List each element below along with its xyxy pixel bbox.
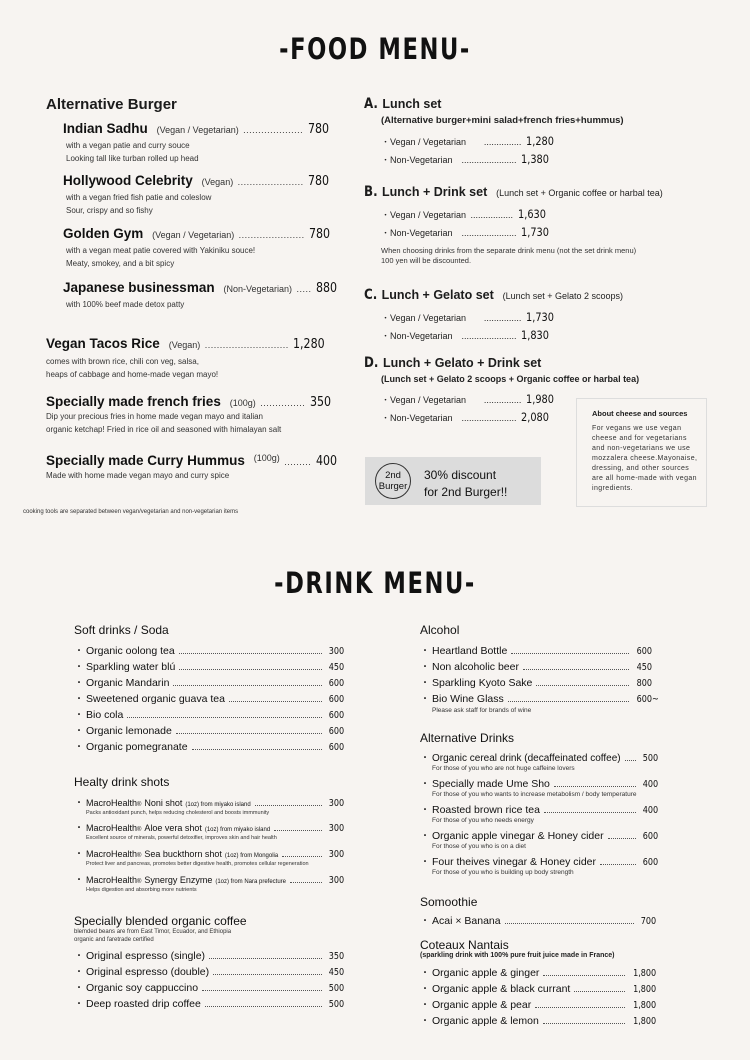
health-shots-section	[74, 775, 344, 897]
item-desc: with a vegan fried fish patie and coleslow	[66, 193, 212, 202]
set-title: Lunch + Gelato + Drink set	[382, 356, 542, 370]
registered-mark: ®	[137, 827, 142, 833]
drink-row	[420, 912, 656, 928]
drink-price: 450	[636, 662, 653, 673]
dot-leader: ......................	[238, 230, 305, 240]
option-label: ・Vegan / Vegetarian	[381, 210, 467, 220]
item-price: 400	[315, 454, 337, 469]
drink-price: 600	[328, 678, 344, 689]
item-desc: Made with home made vegan mayo and curry spice	[46, 471, 230, 480]
item-desc: with 100% beef made detox patty	[66, 300, 185, 309]
alternative-drinks-section	[420, 731, 658, 879]
option-label: ・Non-Vegetarian	[381, 228, 453, 238]
option-label: ・Vegan / Vegetarian	[381, 395, 467, 405]
cheese-sources-info-box	[576, 398, 707, 507]
dot-leader: ...............	[483, 313, 522, 323]
bullet: ・	[420, 916, 430, 927]
tacos-item	[46, 335, 325, 381]
cooking-tools-note: cooking tools are separated between vegan/vegetarian and non-vegetarian items	[23, 509, 239, 515]
drink-note: For those of you who are not huge caffeine lovers	[432, 765, 575, 772]
drink-row	[74, 722, 344, 738]
drink-name: Deep roasted drip coffee	[86, 998, 201, 1010]
item-tag: (100g)	[253, 453, 280, 463]
option-label: ・Non-Vegetarian	[381, 155, 453, 165]
drink-menu-title: -DRINK MENU-	[274, 566, 476, 600]
drink-detail: (1oz) from Mongolia	[224, 853, 279, 859]
item-price: 780	[309, 227, 331, 242]
info-line: are all home-made with vegan	[592, 475, 697, 482]
registered-mark: ®	[137, 879, 142, 885]
drink-price: 300	[328, 798, 344, 809]
drink-row	[74, 963, 344, 979]
drink-name: Organic apple & lemon	[432, 1015, 539, 1027]
option-price: 1,730	[525, 310, 554, 324]
drink-price: 700	[640, 916, 656, 927]
bullet: ・	[420, 1016, 430, 1027]
section-heading: Alcohol	[420, 623, 460, 637]
drink-name: Bio Wine Glass	[432, 693, 504, 705]
drink-detail: (1oz) from miyako island	[204, 827, 271, 833]
drink-price: 300	[328, 849, 344, 860]
drink-note: Protect liver and pancreas, promotes better digestive health, promotes cellular regeneration	[86, 861, 309, 867]
option-price: 1,280	[525, 134, 554, 148]
dot-leader: .................	[470, 210, 514, 220]
drink-name: Organic oolong tea	[86, 645, 175, 657]
item-tag: (Non-Vegetarian)	[223, 284, 293, 294]
bullet: ・	[74, 678, 84, 689]
drink-note: Helps digestion and absorbing more nutrients	[86, 887, 197, 893]
info-line: dressing, and other sources	[592, 465, 690, 472]
item-desc: comes with brown rice, chili con veg, salsa,	[46, 357, 199, 366]
drink-name: Sparkling water blú	[86, 661, 176, 673]
bullet: ・	[420, 779, 430, 790]
smoothie-section	[420, 895, 656, 928]
dot-leader: ......................	[461, 228, 517, 238]
drink-row	[74, 658, 344, 674]
drink-row	[420, 690, 657, 706]
registered-mark: ®	[137, 802, 142, 808]
bullet: ・	[420, 646, 430, 657]
drink-price: 800	[636, 678, 653, 689]
dot-leader: ......................	[461, 331, 517, 341]
option-price: 1,630	[517, 207, 546, 221]
bullet: ・	[74, 646, 84, 657]
item-tag: (Vegan)	[168, 340, 201, 350]
info-line: mozzalera cheese.Mayonaise,	[592, 455, 698, 462]
drink-row	[420, 964, 656, 980]
item-price: 780	[307, 122, 329, 137]
drink-name: Organic pomegranate	[86, 741, 188, 753]
dot-leader: ......................	[461, 155, 517, 165]
drink-note: For those of you who is building up body strength	[432, 869, 574, 876]
drink-row	[74, 794, 344, 809]
drink-detail: (1oz) from miyako island	[185, 802, 251, 808]
item-price: 350	[309, 395, 331, 410]
set-title: Lunch set	[382, 97, 442, 111]
drink-price: 400	[642, 805, 658, 816]
info-line: cheese and for vegetarians	[592, 435, 687, 442]
drink-note: For those of you who is on a diet	[432, 843, 526, 850]
drink-note: Excellent source of minerals, powerful detoxifier, improves skin and hair health	[86, 835, 277, 841]
drink-price: 400	[642, 779, 658, 790]
drink-name: Sparkling Kyoto Sake	[432, 677, 533, 689]
drink-row	[74, 674, 344, 690]
drink-name: Original espresso (double)	[86, 966, 210, 978]
option-label: ・Non-Vegetarian	[381, 331, 453, 341]
drink-price: 450	[328, 967, 344, 978]
bullet: ・	[74, 849, 84, 860]
registered-mark: ®	[137, 853, 142, 859]
drink-price: 350	[328, 951, 344, 962]
drink-row	[74, 706, 344, 722]
bullet: ・	[420, 753, 430, 764]
burger-item	[56, 279, 338, 312]
bullet: ・	[74, 726, 84, 737]
item-tag: (Vegan / Vegetarian)	[152, 230, 235, 240]
drink-price: 600	[328, 726, 344, 737]
set-note: When choosing drinks from the separate drink menu (not the set drink menu)	[381, 246, 637, 255]
promo-text: 30% discount	[424, 468, 497, 482]
drink-name: Sweetened organic guava tea	[86, 693, 225, 705]
item-desc: organic ketchap! Fried in rice oil and seasoned with himalayan salt	[46, 424, 282, 434]
bullet: ・	[420, 662, 430, 673]
drink-row	[420, 853, 658, 868]
section-subtitle: blemded beans are from East Timor, Ecuador, and Ethiopia	[74, 929, 232, 935]
drink-row	[420, 1012, 656, 1028]
brand-name: MacroHealth	[86, 823, 138, 833]
drink-name: Aloe vera shot	[144, 823, 202, 833]
drink-name: Organic apple & pear	[432, 999, 532, 1011]
bullet: ・	[420, 805, 430, 816]
drink-price: 500	[642, 753, 658, 764]
drink-name: Organic soy cappuccino	[86, 982, 199, 994]
soft-drinks-section	[74, 623, 344, 754]
set-note: 100 yen will be discounted.	[381, 256, 472, 265]
set-letter: B.	[364, 184, 378, 200]
item-desc: Looking tall like turban rolled up head	[66, 153, 199, 163]
dot-leader: ...............	[483, 395, 522, 405]
set-letter: D.	[364, 355, 379, 371]
bullet: ・	[74, 875, 84, 886]
item-name: Specially made french fries	[46, 394, 221, 409]
section-subtitle: organic and faretrade certified	[74, 937, 154, 943]
drink-name: Noni shot	[144, 798, 183, 808]
drink-name: Organic lemonade	[86, 725, 172, 737]
drink-name: Original espresso (single)	[86, 950, 206, 962]
bullet: ・	[74, 798, 84, 809]
drink-name: Sea buckthorn shot	[144, 849, 222, 859]
drink-row	[420, 996, 656, 1012]
item-desc: Sour, crispy and so fishy	[66, 205, 153, 215]
dot-leader: ......................	[237, 177, 304, 187]
drink-name: Organic apple & black currant	[432, 983, 571, 995]
burger-item	[56, 120, 329, 165]
alternative-burger-heading: Alternative Burger	[46, 96, 177, 113]
drink-row	[74, 845, 344, 860]
drink-price: 600	[642, 857, 658, 868]
option-price: 1,980	[525, 392, 554, 406]
set-b	[364, 183, 724, 266]
option-price: 1,730	[520, 225, 549, 239]
fries-item	[46, 393, 336, 436]
section-subtitle: (sparkling drink with 100% pure fruit juice made in France)	[420, 952, 615, 959]
set-c	[364, 286, 724, 344]
section-heading: Alternative Drinks	[420, 731, 515, 745]
set-letter: C.	[364, 287, 378, 303]
bullet: ・	[420, 1000, 430, 1011]
set-subtitle: (Alternative burger+mini salad+french fries+hummus)	[381, 115, 624, 126]
item-name: Indian Sadhu	[63, 121, 148, 136]
bullet: ・	[420, 984, 430, 995]
drink-row	[74, 690, 344, 706]
dot-leader: ....................	[243, 125, 304, 135]
bullet: ・	[74, 983, 84, 994]
option-label: ・Vegan / Vegetarian	[381, 137, 467, 147]
section-heading: Healty drink shots	[74, 775, 170, 789]
second-burger-badge	[375, 463, 411, 499]
drink-row	[74, 642, 344, 658]
drink-row	[74, 738, 344, 754]
drink-price: 600	[328, 710, 344, 721]
drink-price: 300	[328, 646, 344, 657]
section-heading: Specially blended organic coffee	[74, 914, 247, 928]
drink-price: 600	[642, 831, 658, 842]
item-desc: with a vegan meat patie covered with Yakiniku souce!	[66, 246, 256, 255]
set-a	[364, 96, 724, 168]
item-tag: (Vegan / Vegetarian)	[156, 125, 239, 135]
drink-detail: (1oz) from Nara prefecture	[215, 879, 287, 885]
bullet: ・	[74, 823, 84, 834]
dot-leader: ......................	[461, 413, 517, 423]
info-line: and non-vegetarians we use	[592, 445, 691, 452]
drink-row	[420, 674, 657, 690]
drink-row	[420, 775, 658, 790]
bullet: ・	[74, 951, 84, 962]
bullet: ・	[420, 968, 430, 979]
drink-note: For those of you who needs energy	[432, 817, 534, 824]
badge-line: 2nd	[385, 470, 401, 481]
drink-price: 1,800	[632, 1016, 656, 1027]
drink-note: Please ask staff for brands of wine	[432, 707, 532, 714]
bullet: ・	[74, 710, 84, 721]
item-name: Specially made Curry Hummus	[46, 453, 245, 468]
drink-price: 600	[328, 694, 344, 705]
item-tag: (Vegan)	[201, 177, 234, 187]
drink-row	[420, 749, 658, 764]
drink-name: Non alcoholic beer	[432, 661, 519, 673]
item-price: 880	[315, 281, 338, 296]
drink-price: 1,800	[632, 968, 656, 979]
set-title: Lunch + Drink set	[382, 185, 488, 199]
brand-name: MacroHealth	[86, 798, 138, 808]
bullet: ・	[420, 694, 430, 705]
drink-price: 600	[328, 742, 344, 753]
item-desc: Meaty, smokey, and a bit spicy	[66, 258, 175, 268]
brand-name: MacroHealth	[86, 875, 138, 885]
drink-name: Specially made Ume Sho	[432, 778, 550, 790]
drink-row	[74, 995, 344, 1011]
item-name: Golden Gym	[63, 226, 144, 241]
drink-note: Packs antioxidant punch, helps reducing cholesterol and boosts immmunity	[86, 810, 270, 816]
set-subtitle: (Lunch set + Gelato 2 scoops + Organic coffee or harbal tea)	[381, 374, 640, 384]
bullet: ・	[420, 857, 430, 868]
drink-price: 600	[636, 646, 653, 657]
item-desc: with a vegan patie and curry souce	[66, 141, 190, 150]
drink-row	[74, 979, 344, 995]
second-burger-promo	[365, 457, 541, 505]
drink-row	[420, 801, 658, 816]
info-line: For vegans we use vegan	[592, 425, 682, 432]
dot-leader: ............................	[204, 340, 289, 350]
drink-price: 300	[328, 875, 344, 886]
drink-row	[74, 819, 344, 834]
drink-price: 450	[328, 662, 344, 673]
drink-name: Roasted brown rice tea	[432, 804, 540, 816]
brand-name: MacroHealth	[86, 849, 138, 859]
bullet: ・	[74, 662, 84, 673]
drink-price: 600~	[636, 694, 659, 705]
drink-price: 1,800	[632, 984, 656, 995]
dot-leader: .....	[296, 284, 312, 294]
bullet: ・	[74, 999, 84, 1010]
drink-name: Heartland Bottle	[432, 645, 508, 657]
drink-name: Synergy Enzyme	[144, 875, 213, 885]
item-desc: Dip your precious fries in home made vegan mayo and italian	[46, 412, 264, 421]
option-price: 1,830	[520, 328, 549, 342]
item-name: Japanese businessman	[63, 280, 215, 295]
bullet: ・	[74, 967, 84, 978]
option-label: ・Vegan / Vegetarian	[381, 313, 467, 323]
bullet: ・	[420, 831, 430, 842]
dot-leader: ...............	[260, 398, 306, 408]
hummus-item	[46, 452, 336, 483]
section-heading: Somoothie	[420, 895, 478, 909]
promo-text: for 2nd Burger!!	[424, 485, 508, 499]
coteaux-nantais-section	[420, 938, 656, 1028]
set-title: Lunch + Gelato set	[381, 288, 494, 302]
drink-name: Organic apple & ginger	[432, 967, 540, 979]
burger-item	[56, 172, 330, 217]
drink-row	[420, 980, 656, 996]
drink-row	[420, 642, 657, 658]
drink-name: Acai × Banana	[432, 915, 501, 927]
info-line: ingredients.	[592, 485, 633, 492]
drink-row	[74, 947, 344, 963]
drink-price: 300	[328, 823, 344, 834]
drink-row	[420, 827, 658, 842]
drink-name: Organic apple vinegar & Honey cider	[432, 830, 604, 842]
drink-price: 1,800	[632, 1000, 656, 1011]
alcohol-section	[420, 623, 657, 715]
set-letter: A.	[364, 96, 378, 112]
bullet: ・	[420, 678, 430, 689]
drink-name: Organic cereal drink (decaffeinated coffee)	[432, 753, 621, 764]
drink-price: 500	[328, 999, 344, 1010]
item-tag: (100g)	[229, 398, 256, 408]
item-name: Hollywood Celebrity	[63, 173, 193, 188]
dot-leader: ...............	[483, 137, 522, 147]
burger-item	[56, 225, 331, 270]
item-desc: heaps of cabbage and home-made vegan mayo!	[46, 369, 219, 379]
item-price: 780	[308, 174, 330, 189]
set-subtitle: (Lunch set + Organic coffee or harbal tea)	[496, 188, 663, 198]
section-heading: Soft drinks / Soda	[74, 623, 169, 637]
option-price: 2,080	[520, 410, 549, 424]
section-heading: Coteaux Nantais	[420, 938, 509, 952]
item-price: 1,280	[293, 337, 325, 352]
drink-name: Bio cola	[86, 709, 124, 721]
option-price: 1,380	[520, 152, 549, 166]
drink-row	[74, 871, 344, 886]
info-title: About cheese and sources	[592, 409, 688, 418]
food-menu-title: -FOOD MENU-	[279, 32, 471, 66]
drink-row	[420, 658, 657, 674]
badge-line: Burger	[378, 481, 408, 492]
drink-price: 500	[328, 983, 344, 994]
item-name: Vegan Tacos Rice	[46, 336, 160, 351]
drink-note: For those of you who wants to increase metabolism / body temperature	[432, 791, 637, 798]
dot-leader: .........	[284, 457, 312, 467]
drink-name: Four theives vinegar & Honey cider	[432, 856, 596, 868]
coffee-section	[74, 914, 344, 1011]
set-subtitle: (Lunch set + Gelato 2 scoops)	[502, 291, 623, 301]
bullet: ・	[74, 742, 84, 753]
bullet: ・	[74, 694, 84, 705]
option-label: ・Non-Vegetarian	[381, 413, 453, 423]
drink-name: Organic Mandarin	[86, 677, 170, 689]
